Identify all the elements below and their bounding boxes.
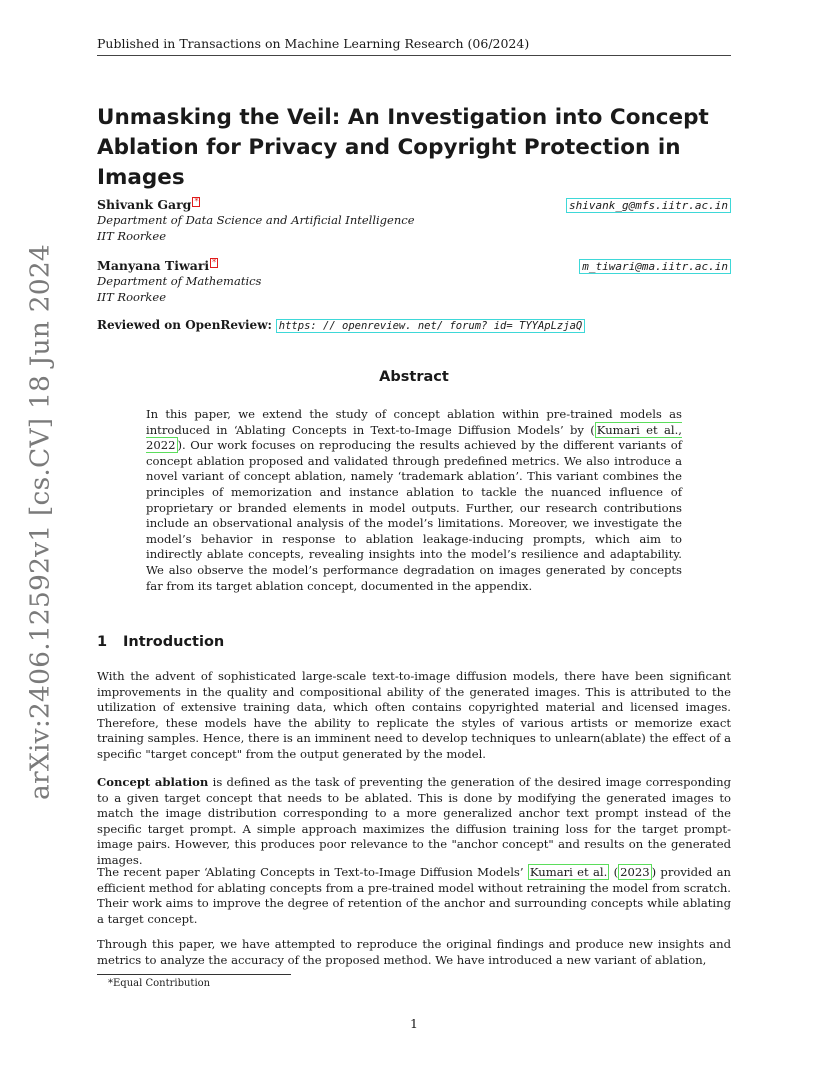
author-affiliation-2: Department of Mathematics [97, 274, 262, 288]
footnote-rule [97, 974, 291, 975]
footnote-mark-link[interactable]: * [212, 258, 217, 267]
term-concept-ablation: Concept ablation [97, 775, 209, 789]
intro-paragraph-3: The recent paper ‘Ablating Concepts in Text-to-Image Diffusion Models’ Kumari et al. ( 2023 ) provided an efficient method for ablating concepts from a pre-trained model without retraining the model from scratch. Their work aims to improve the degree of retention of the anchor and surrounding concepts while ablating a target concept. [97, 865, 731, 926]
paper-title: Unmasking the Veil: An Investigation into Concept Ablation for Privacy and Copyright Protection in Images [97, 105, 709, 190]
intro-paragraph-1: With the advent of sophisticated large-scale text-to-image diffusion models, there have been significant improvements in the quality and compositional ability of the generated images. This is attributed to the utilization of extensive training data, which often contains copyrighted material and licensed images. Therefore, these models have the ability to replicate the styles of various artists or memorize exact training samples. Hence, there is an imminent need to develop techniques to unlearn(ablate) the effect of a specific "target concept" from the output generated by the model. [97, 669, 731, 761]
abstract-text: In this paper, we extend the study of concept ablation within pre-trained models as introduced in ‘Ablating Concepts in Text-to-Image Diffusion Models’ by ( Kumari et al., 2022 ). Our work focuses on reproducing the results achieved by the different variants of concept ablation proposed and validated through predefined metrics. We also introduce a novel variant of concept ablation, namely ‘trademark ablation’. This variant combines the principles of memorization and instance ablation to tackle the nuanced influence of proprietary or branded elements in model outputs. Further, our research contributions include an observational analysis of the model’s limitations. Moreover, we investigate the model’s behavior in response to ablation leakage-inducing prompts, which aim to indirectly ablate concepts, revealing insights into the model’s resilience and adaptability. We also observe the model’s performance degradation on images generated by concepts far from its target ablation concept, documented in the appendix. [146, 407, 682, 593]
arxiv-stamp-text: arXiv:2406.12592v1 [cs.CV] 18 Jun 2024 [24, 244, 56, 800]
running-head: Published in Transactions on Machine Learning Research (06/2024) [97, 36, 731, 56]
reviewed-on-openreview [97, 318, 585, 332]
author-name-1 [97, 197, 200, 212]
author-name-text: Shivank Garg [97, 197, 192, 213]
author-institution-1: IIT Roorkee [97, 229, 166, 243]
paragraph-text: provided an efficient method for ablating concepts from a pre-trained model without retraining the model from scratch. Their work aims to improve the degree of retention of the anchor and surrounding concepts while ablating a target concept. [97, 865, 731, 926]
paragraph-text: is defined as the task of preventing the generation of the desired image corresponding to a given target concept that needs to be ablated. This is done by modifying the generated images to match the image distribution corresponding to a more generalized anchor text prompt instead of the specific target prompt. A simple approach maximizes the diffusion training loss for the target prompt-image pairs. However, this produces poor relevance to the "anchor concept" and results on the generated images. [97, 775, 732, 867]
abstract-text-part-1: In this paper, we extend the study of concept ablation within pre-trained models as introduced in ‘Ablating Concepts in Text-to-Image Diffusion Models’ by [146, 407, 682, 437]
reviewed-label: Reviewed on OpenReview: [97, 318, 272, 332]
abstract-heading: Abstract [379, 369, 449, 385]
author-affiliation-1: Department of Data Science and Artificial Intelligence [97, 213, 415, 227]
footnote-equal-contribution: *Equal Contribution [108, 978, 211, 989]
abstract-text-part-2: ). Our work focuses on reproducing the results achieved by the different variants of concept ablation proposed and validated through predefined metrics. We also introduce a novel variant of concept ablation, namely ‘trademark ablation’. This variant combines the principles of memorization and instance ablation to tackle the nuanced influence of proprietary or branded elements in model outputs. Further, our research contributions include an observational analysis of the model’s limitations. Moreover, we investigate the model’s behavior in response to ablation leakage-inducing prompts, which aim to indirectly ablate concepts, revealing insights into the model’s resilience and adaptability. We also observe the model’s performance degradation on images generated by concepts far from its target ablation concept, documented in the appendix. [146, 438, 682, 593]
author-name-text: Manyana Tiwari [97, 258, 210, 274]
author-email-1[interactable]: shivank_g@mfs.iitr.ac.in [566, 198, 731, 213]
section-heading-introduction [97, 634, 224, 650]
openreview-url-link[interactable]: https: // openreview. net/ forum? id= TYYApLzjaQ [276, 319, 585, 333]
section-number: 1 [97, 634, 108, 650]
intro-paragraph-2 [97, 775, 731, 869]
intro-paragraph-4: Through this paper, we have attempted to reproduce the original findings and produce new insights and metrics to analyze the accuracy of the proposed method. We have introduced a new variant of ablation, [97, 937, 731, 967]
author-institution-2: IIT Roorkee [97, 290, 166, 304]
citation-link-year[interactable]: 2023 [620, 865, 650, 879]
footnote-mark-link[interactable]: * [194, 197, 199, 206]
page-number: 1 [410, 1016, 418, 1031]
author-email-2[interactable]: m_tiwari@ma.iitr.ac.in [579, 259, 731, 274]
author-name-2 [97, 258, 218, 273]
citation-link[interactable]: Kumari et al., 2022 [146, 422, 682, 453]
citation-link-authors[interactable]: Kumari et al. [529, 865, 608, 879]
paragraph-text: The recent paper ‘Ablating Concepts in Text-to-Image Diffusion Models’ [97, 865, 528, 879]
section-title: Introduction [123, 634, 225, 650]
